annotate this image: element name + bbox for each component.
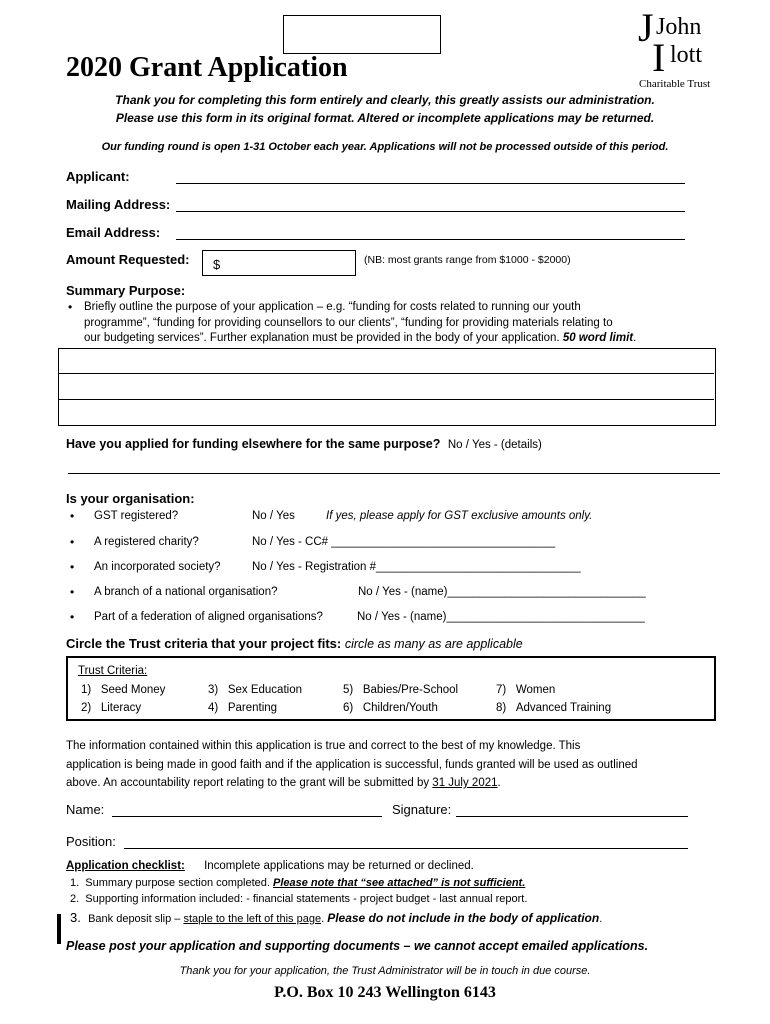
incorporated-society-label: An incorporated society? [94, 561, 221, 573]
trust-logo: J John I lott Charitable Trust [638, 5, 711, 90]
signature-label: Signature: [392, 802, 452, 817]
signature-field[interactable] [456, 816, 688, 817]
gst-note: If yes, please apply for GST exclusive amounts only. [326, 510, 593, 522]
gst-registered-answer[interactable]: No / Yes [252, 510, 295, 522]
funding-elsewhere-row: Have you applied for funding elsewhere for the same purpose? No / Yes - (details) [66, 437, 542, 451]
mailing-address-field[interactable] [176, 211, 685, 212]
staple-mark [57, 914, 61, 944]
applicant-field[interactable] [176, 183, 685, 184]
federation-label: Part of a federation of aligned organisations? [94, 611, 323, 623]
national-branch-label: A branch of a national organisation? [94, 586, 278, 598]
checklist-item-1: 1. Summary purpose section completed. Please note that “see attached” is not sufficient. [70, 877, 526, 889]
report-deadline: 31 July 2021 [432, 777, 498, 789]
criteria-item-3[interactable]: 3) Sex Education [208, 684, 302, 696]
bullet-icon: • [70, 509, 75, 523]
intro-line-1: Thank you for completing this form entirely and clearly, this greatly assists our administration. [115, 93, 655, 107]
logo-lott: lott [670, 42, 703, 68]
amount-requested-label: Amount Requested: [66, 252, 190, 267]
funding-round-note: Our funding round is open 1-31 October each year. Applications will not be processed outside of this period. [101, 141, 669, 153]
criteria-item-6[interactable]: 6) Children/Youth [343, 702, 438, 714]
amount-requested-field[interactable] [202, 250, 356, 276]
summary-line-1 [59, 373, 714, 374]
page-title: 2020 Grant Application [66, 52, 348, 83]
federation-answer[interactable]: No / Yes - (name)_______________________________ [357, 611, 645, 623]
name-field[interactable] [112, 816, 382, 817]
criteria-item-8[interactable]: 8) Advanced Training [496, 702, 612, 714]
trust-criteria-box [66, 656, 716, 721]
intro-line-2: Please use this form in its original format. Altered or incomplete applications may be returned. [115, 111, 655, 125]
funding-elsewhere-field[interactable] [68, 473, 720, 474]
logo-tagline: Charitable Trust [639, 78, 711, 90]
summary-line-2 [59, 399, 714, 400]
declaration-line-3: above. An accountability report relating to the grant will be submitted by 31 July 2021. [66, 777, 501, 789]
criteria-item-4[interactable]: 4) Parenting [208, 702, 278, 714]
email-address-label: Email Address: [66, 225, 161, 240]
summary-heading: Summary Purpose: [66, 283, 186, 298]
summary-instruction-3: our budgeting services”. Further explanation must be provided in the body of your application. 50 word limit. [84, 332, 637, 344]
name-label: Name: [66, 802, 105, 817]
mailing-address-label: Mailing Address: [66, 197, 171, 212]
postal-address: P.O. Box 10 243 Wellington 6143 [274, 984, 496, 1001]
declaration-line-1: The information contained within this application is true and correct to the best of my knowledge. This [66, 740, 581, 752]
summary-instruction-2: programme”, “funding for providing counsellors to our clients”, “funding for providing materials relating to [84, 317, 613, 329]
dollar-sign: $ [213, 257, 221, 272]
organisation-heading: Is your organisation: [66, 491, 195, 506]
declaration-line-2: application is being made in good faith and if the application is successful, funds granted will be used as outlined [66, 759, 638, 771]
criteria-item-1[interactable]: 1) Seed Money [81, 684, 166, 696]
criteria-item-5[interactable]: 5) Babies/Pre-School [343, 684, 459, 696]
position-field[interactable] [124, 848, 688, 849]
checklist-item-2: 2. Supporting information included: - financial statements - project budget - last annual report. [70, 893, 528, 905]
position-label: Position: [66, 834, 116, 849]
checklist-item-3: 3. Bank deposit slip – staple to the left of this page. Please do not include in the body of application. [70, 910, 603, 925]
bullet-icon: • [70, 610, 75, 624]
criteria-heading: Circle the Trust criteria that your project fits: circle as many as are applicable [66, 636, 523, 651]
bullet-icon: • [70, 560, 75, 574]
incorporated-society-answer[interactable]: No / Yes - Registration #________________________________ [252, 561, 581, 573]
criteria-item-2[interactable]: 2) Literacy [81, 702, 142, 714]
word-limit: 50 word limit [562, 332, 634, 344]
applicant-label: Applicant: [66, 169, 130, 184]
gst-registered-label: GST registered? [94, 510, 179, 522]
checklist-heading: Application checklist: Incomplete applications may be returned or declined. [66, 860, 474, 872]
bullet-icon: • [70, 535, 75, 549]
bullet-icon: • [70, 585, 75, 599]
email-address-field[interactable] [176, 239, 685, 240]
bullet-icon: • [68, 300, 73, 314]
post-instructions: Please post your application and supporting documents – we cannot accept emailed applications. [66, 939, 649, 953]
criteria-item-7[interactable]: 7) Women [496, 684, 556, 696]
registered-charity-answer[interactable]: No / Yes - CC# ___________________________________ [252, 536, 556, 548]
registered-charity-label: A registered charity? [94, 536, 199, 548]
thanks-note: Thank you for your application, the Trust Administrator will be in touch in due course. [179, 965, 591, 977]
summary-purpose-box[interactable] [58, 348, 716, 426]
reference-box[interactable] [283, 15, 441, 54]
amount-note: (NB: most grants range from $1000 - $2000) [364, 254, 571, 266]
national-branch-answer[interactable]: No / Yes - (name)_______________________________ [358, 586, 646, 598]
trust-criteria-title: Trust Criteria: [78, 665, 148, 677]
summary-instruction-1: Briefly outline the purpose of your application – e.g. “funding for costs related to running our youth [84, 301, 581, 313]
